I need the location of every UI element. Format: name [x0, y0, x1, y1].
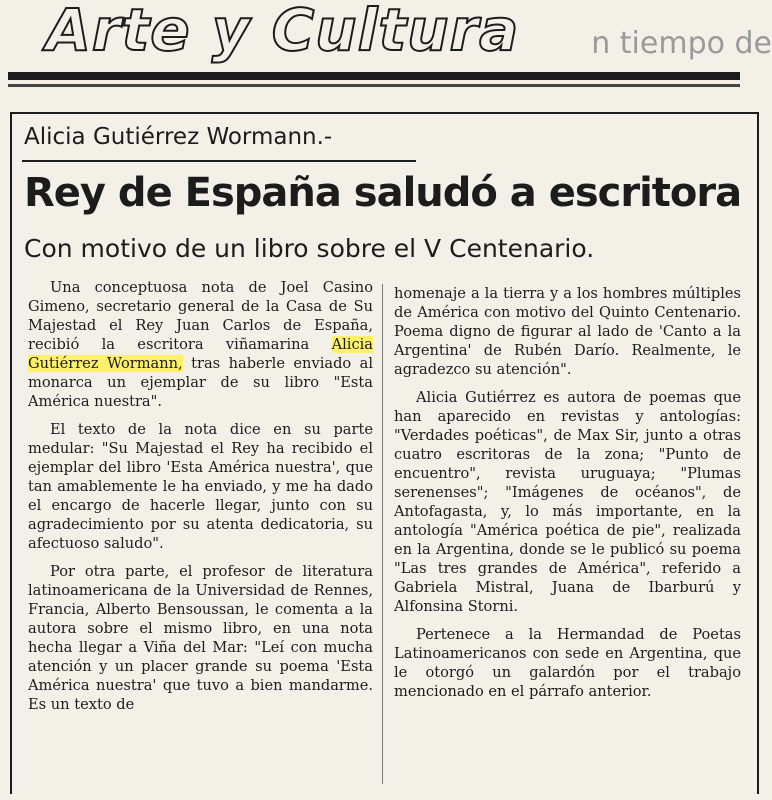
article	[10, 112, 759, 794]
section-title: Arte y Cultura	[46, 0, 520, 64]
paragraph: homenaje a la tierra y a los hombres múltiples de América con motivo del Quinto Centenario. Poema digno de figurar al lado de 'Canto a la Argentina' de Rubén Darío. Realmente, le agradezco su atención".	[394, 285, 741, 378]
left-column	[28, 278, 373, 723]
header-rule	[8, 72, 740, 80]
paragraph: El texto de la nota dice en su parte medular: "Su Majestad el Rey ha recibido el ejemplar del libro 'Esta América nuestra', que tan amablemente le ha enviado, y me ha dado el encargo de hacerle llegar, junto con su agradecimiento por su atenta dedicatoria, su afectuoso saludo".	[28, 421, 373, 552]
deck-subheadline: Con motivo de un libro sobre el V Centenario.	[24, 234, 595, 263]
byline: Alicia Gutiérrez Wormann.-	[24, 124, 333, 150]
column-divider	[382, 284, 383, 784]
header-rule-thin	[8, 84, 740, 87]
bleed-through-text: n tiempo de	[591, 26, 772, 61]
byline-rule	[22, 160, 416, 162]
paragraph: Alicia Gutiérrez es autora de poemas que han aparecido en revistas y antologías: "Verdades poéticas", de Max Sir, junto a otras cuatro escritoras de la zona; "Punto de encuentro", revista uruguaya; "Plumas serenenses"; "Imágenes de océanos", de Antofagasta, y, lo más importante, en la antología "América poética de pie", realizada en la Argentina, donde se le publicó su poema "Las tres grandes de América", referido a Gabriela Mistral, Juana de Ibarburú y Alfonsina Storni.	[394, 389, 741, 615]
headline: Rey de España saludó a escritora	[24, 170, 742, 216]
paragraph: Una conceptuosa nota de Joel Casino Gimeno, secretario general de la Casa de Su Majestad el Rey Juan Carlos de España, recibió la escritora viñamarina Alicia Gutiérrez Wormann, tras haberle enviado al monarca un ejemplar de su libro "Esta América nuestra".	[28, 279, 374, 410]
paragraph: Por otra parte, el profesor de literatura latinoamericana de la Universidad de Rennes, Francia, Alberto Bensoussan, le comenta a la autora sobre el mismo libro, en una nota hecha llegar a Viña del Mar: "Leí con mucha atención y un placer grande su poema 'Esta América nuestra' que tuvo a bien mandarme. Es un texto de	[28, 563, 373, 713]
highlighted-name: Alicia Gutiérrez Wormann,	[28, 336, 373, 372]
paragraph: Pertenece a la Hermandad de Poetas Latinoamericanos con sede en Argentina, que le otorgó un galardón por el trabajo mencionado en el párrafo anterior.	[394, 626, 741, 700]
right-column	[394, 284, 741, 710]
